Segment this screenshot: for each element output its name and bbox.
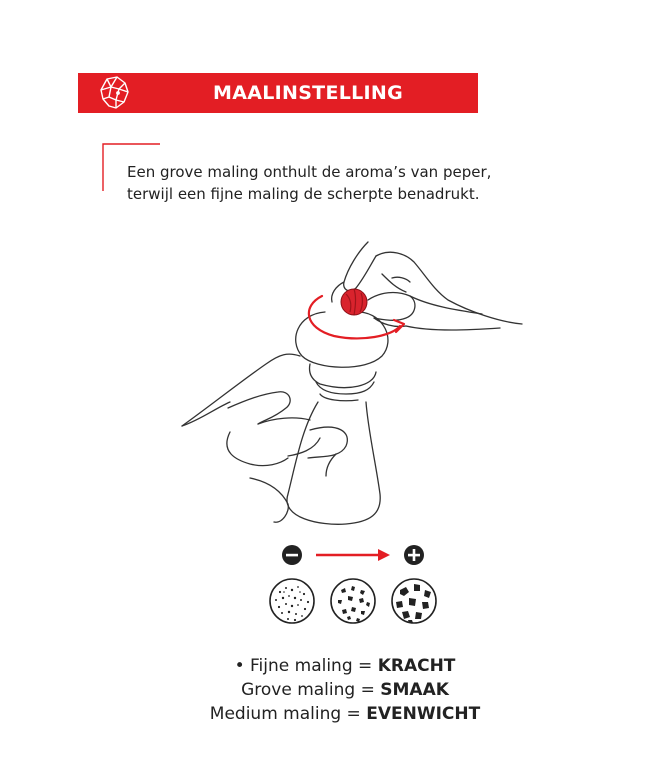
coarse-grind-icon <box>392 579 436 623</box>
mill-knob-icon <box>341 289 367 315</box>
intro-line-1: Een grove maling onthult de aroma’s van peper, <box>127 163 492 181</box>
minus-icon <box>282 545 302 565</box>
right-hand <box>344 242 376 291</box>
legend-item-medium: Medium maling = EVENWICHT <box>209 704 481 724</box>
lion-head-icon <box>97 75 131 111</box>
mill-body <box>287 402 380 524</box>
legend-item-coarse: Grove maling = SMAAK <box>241 680 449 700</box>
arrow-right-icon <box>316 549 390 561</box>
legend-item-fine: • Fijne maling = KRACHT <box>234 656 456 676</box>
medium-grind-icon <box>331 579 375 623</box>
pepper-mill-illustration <box>170 232 530 527</box>
left-hand <box>182 354 300 426</box>
header-banner <box>78 73 478 113</box>
fine-grind-icon <box>270 579 314 623</box>
plus-icon <box>404 545 424 565</box>
intro-text <box>127 161 597 205</box>
intro-line-2: terwijl een fijne maling de scherpte benadrukt. <box>127 185 480 203</box>
grind-scale <box>262 540 442 630</box>
banner-title: MAALINSTELLING <box>213 82 403 104</box>
grind-legend <box>150 654 540 726</box>
